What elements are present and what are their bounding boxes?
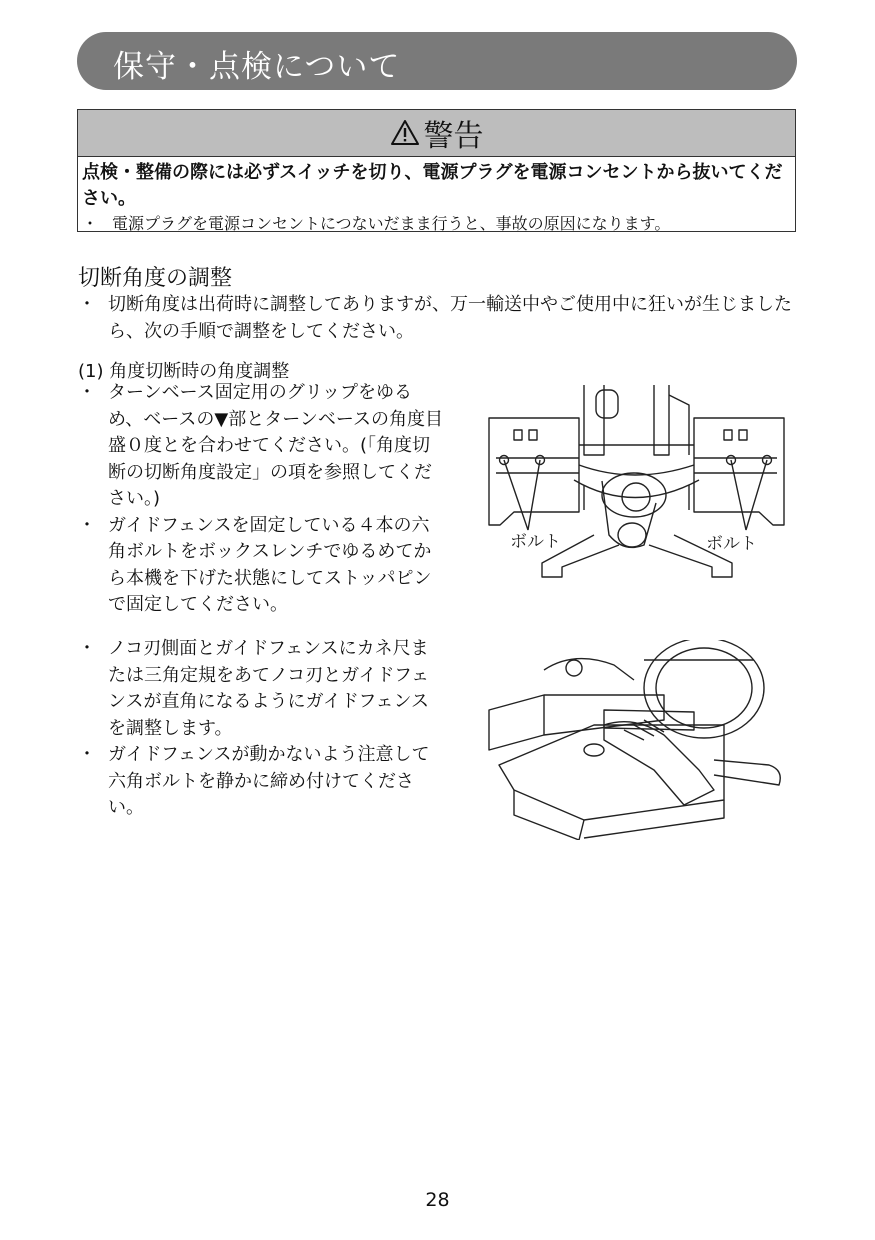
intro-text: 切断角度は出荷時に調整してありますが、万一輸送中やご使用中に狂いが生じましたら、次の手順で調整をしてください。 — [108, 294, 792, 342]
page-number: 28 — [425, 1189, 450, 1211]
list-item — [78, 636, 443, 742]
warning-title: 警告 — [423, 119, 484, 154]
bullet: ・ — [78, 744, 96, 765]
warning-header — [78, 110, 795, 157]
miter-saw-front-illustration — [484, 385, 788, 585]
steps-list-b — [78, 636, 443, 822]
bullet: ・ — [78, 382, 96, 403]
bullet: ・ — [78, 294, 96, 315]
bullet: ・ — [78, 638, 96, 659]
step-text: ガイドフェンスを固定している４本の六角ボルトをボックスレンチでゆるめてから本機を下げた状態にしてストッパピンで固定してください。 — [108, 514, 432, 615]
step-text: ターンベース固定用のグリップをゆるめ、ベースの▼部とターンベースの角度目盛０度とを合わせてください。(「角度切断の切断角度設定」の項を参照してください。) — [108, 382, 443, 509]
warning-note-text: 電源プラグを電源コンセントにつないだまま行うと、事故の原因になります。 — [112, 214, 671, 233]
step-text: ガイドフェンスが動かないよう注意して六角ボルトを静かに締め付けてください。 — [108, 744, 430, 818]
intro-list — [78, 291, 800, 345]
bolt-label-left: ボルト — [510, 532, 561, 552]
list-item — [78, 291, 800, 345]
warning-main-text: 点検・整備の際には必ずスイッチを切り、電源プラグを電源コンセントから抜いてください。 — [82, 162, 783, 209]
page-title: 保守・点検について — [113, 49, 401, 85]
bolt-label-right: ボルト — [706, 534, 757, 554]
warning-note — [82, 212, 791, 236]
warning-triangle-icon — [390, 118, 420, 148]
warning-box — [77, 109, 796, 232]
list-item — [78, 513, 443, 619]
bullet: ・ — [78, 514, 96, 536]
list-item — [78, 742, 443, 822]
bullet: ・ — [82, 214, 99, 233]
steps-list-a — [78, 380, 443, 619]
square-adjustment-illustration — [484, 640, 788, 840]
subsection-title: (1) 角度切断時の角度調整 — [78, 361, 290, 382]
section-title: 切断角度の調整 — [78, 266, 233, 291]
list-item — [78, 380, 443, 513]
header-bar — [77, 32, 797, 90]
step-text: ノコ刃側面とガイドフェンスにカネ尺または三角定規をあてノコ刃とガイドフェンスが直角になるようにガイドフェンスを調整します。 — [108, 638, 430, 739]
